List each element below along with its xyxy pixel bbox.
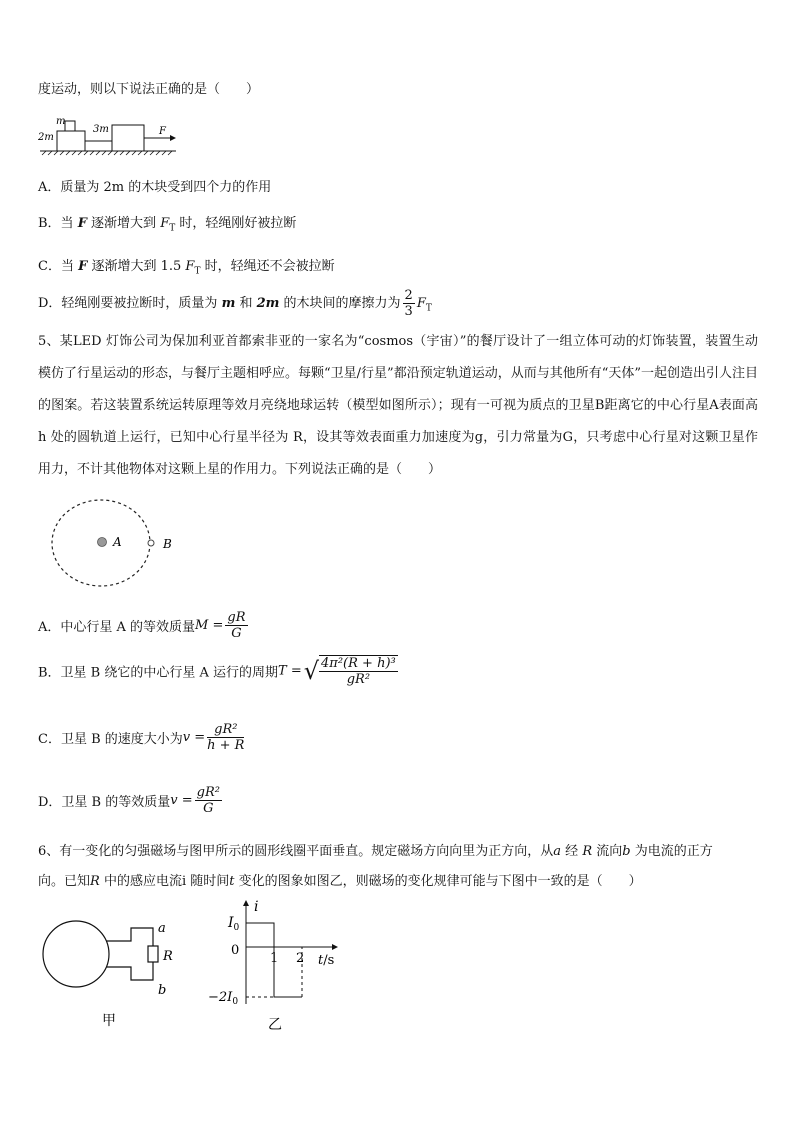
current-graph-yi [206,896,356,1038]
circuit-figure-jia [36,910,186,1035]
label-t-unit: t/s [318,953,335,968]
tick-1: 1 [270,951,279,966]
label-neg-2I0: $-2I_0$ [208,990,239,1007]
x-axis-arrow [332,944,338,950]
label-origin: 0 [231,943,240,958]
question-5-stem: 5、某LED 灯饰公司为保加利亚首都索非亚的一家名为“cosmos（宇宙）”的餐厅设计了一组立体可动的灯饰装置，装置生动模仿了行星运动的形态，与餐厅主题相呼应。每颗“卫星/行星”都沿预定轨道运动，从而与其他所有“天体”一起创造出引人注目的图案。若这装置系统运转原理等效月亮绕地球运转（模型如图所示）；现有一可视为质点的卫星B距离它的中心行星A表面高 h 处的圆轨道上运行，已知中心行星半径为 R，设其等效表面重力加速度为g，引力常量为G，只考虑中心行星对这颗卫星作用力，不计其他物体对这颗上星的作用力。下列说法正确的是（ ） [38,334,758,477]
blocks-figure [38,112,183,160]
sqrt-sign: √ [303,657,320,685]
fraction-b: $\frac{\text{4π²(R + h)³}}{\text{gR²}}$ [321,656,396,687]
orbit-figure [48,497,208,593]
block-m [65,121,75,131]
caption-jia: 甲 [102,1013,116,1029]
y-axis-arrow [243,900,249,906]
label-b: b [158,983,167,998]
label-a: a [158,921,166,936]
label-2m: 2m [38,132,54,143]
coil-leads [106,928,153,980]
label-R: R [163,949,173,964]
question-6-line-2: 向。已知R 中的感应电流i 随时间t 变化的图象如图乙，则磁场的变化规律可能与下图中一致的是（ ） [38,874,642,889]
label-satellite-b: B [163,537,172,551]
q4-option-b: B．当 F 逐渐增大到 $F_T$ 时，轻绳刚好被拉断 [38,216,297,234]
q4-option-a: A．质量为 2m 的木块受到四个力的作用 [38,180,272,195]
planet-a [98,538,107,547]
q5-option-b: B．卫星 B 绕它的中心行星 A 运行的周期T =√ $\frac{\text{4π²(R + h)³}}{\text{gR²}}$ [38,656,396,687]
label-3m: 3m [93,124,109,135]
satellite-b [148,540,154,546]
label-planet-a: A [113,535,122,549]
ground-hatch [42,151,172,155]
coil-loop [43,921,109,987]
q5-option-c: C．卫星 B 的速度大小为v = $\frac{\text{gR²}}{h + R}$ [38,722,245,753]
resistor-r [148,946,158,962]
fraction-a: $\frac{gR}{G}$ [227,610,246,641]
q5-option-a: A．中心行星 A 的等效质量M = $\frac{gR}{G}$ [38,610,246,641]
q4-option-d: D．轻绳刚要被拉断时，质量为 m 和 2m 的木块间的摩擦力为 $\frac{2}{3}$ $F_T$ [38,288,432,319]
question-4-stem-end: 度运动，则以下说法正确的是（ ） [38,82,260,97]
block-2m [57,131,85,151]
label-I0: $I_0$ [228,915,240,933]
q5-option-d: D．卫星 B 的等效质量v = $\frac{\text{gR²}}{G}$ [38,785,220,816]
label-m: m [56,116,66,127]
arrow-head [170,135,176,141]
q4-option-c: C．当 F 逐渐增大到 1.5 $F_T$ 时，轻绳还不会被拉断 [38,259,335,277]
tick-2: 2 [296,951,305,966]
fraction-d: $\frac{\text{gR²}}{G}$ [196,785,220,816]
label-i: i [254,899,259,915]
question-6-line-1: 6、有一变化的匀强磁场与图甲所示的圆形线圈平面垂直。规定磁场方向向里为正方向，从a 经 R 流向b 为电流的正方 [38,844,713,859]
fraction-c: $\frac{\text{gR²}}{h + R}$ [207,722,245,753]
block-3m [112,125,144,151]
caption-yi: 乙 [268,1017,282,1033]
fraction-two-thirds: $\frac{2}{3}$ [404,288,413,319]
label-F: F [159,126,166,137]
